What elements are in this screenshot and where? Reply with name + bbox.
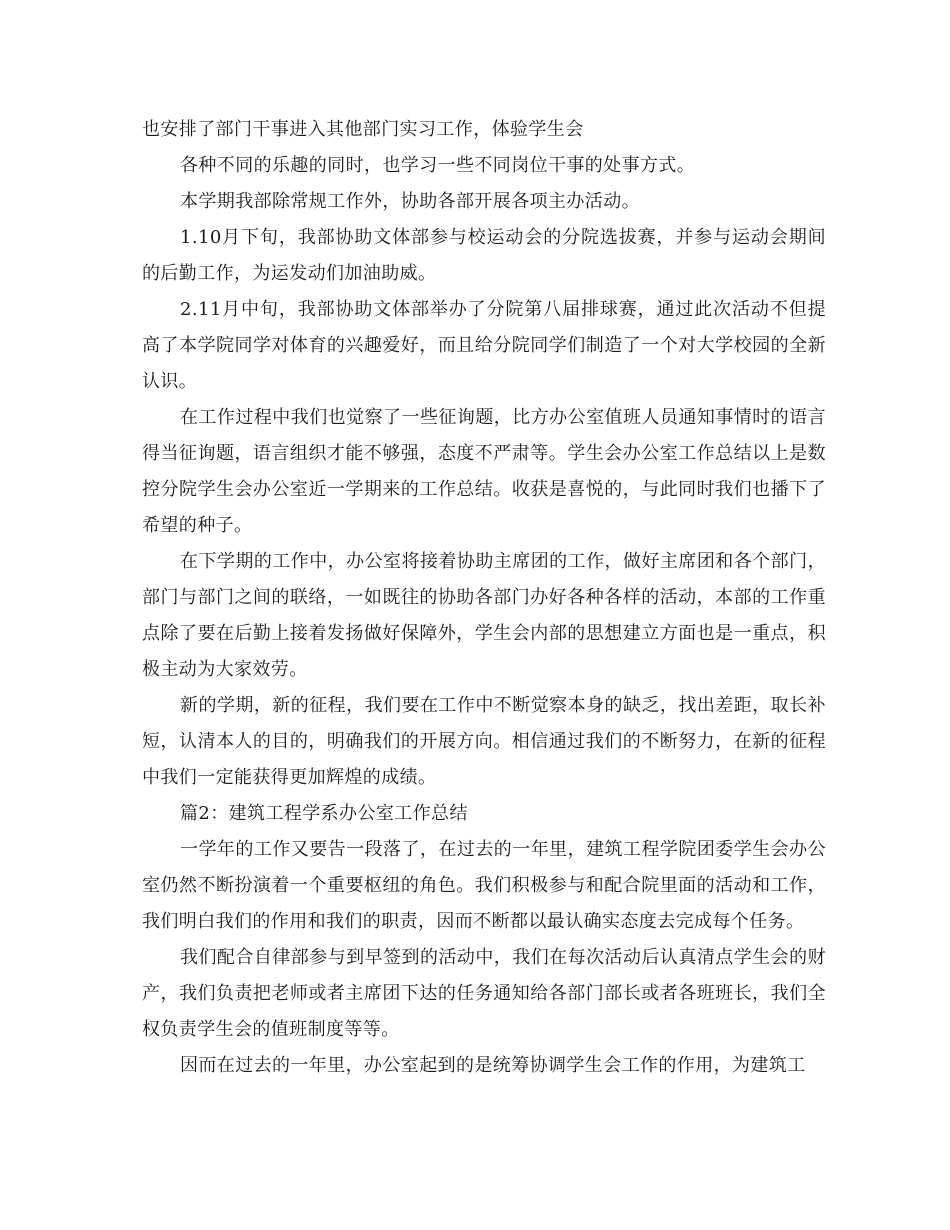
paragraph: 2.11月中旬，我部协助文体部举办了分院第八届排球赛，通过此次活动不但提高了本学院同学对体育的兴趣爱好，而且给分院同学们制造了一个对大学校园的全新认识。 xyxy=(142,299,826,392)
paragraph: 新的学期，新的征程，我们要在工作中不断觉察本身的缺乏，找出差距，取长补短，认清本人的目的，明确我们的开展方向。相信通过我们的不断努力，在新的征程中我们一定能获得更加辉煌的成绩。 xyxy=(142,695,826,788)
paragraph: 在下学期的工作中，办公室将接着协助主席团的工作，做好主席团和各个部门，部门与部门之间的联络，一如既往的协助各部门办好各种各样的活动，本部的工作重点除了要在后勤上接着发扬做好保障外，学生会内部的思想建立方面也是一重点，积极主动为大家效劳。 xyxy=(142,551,826,680)
paragraph: 在工作过程中我们也觉察了一些征询题，比方办公室值班人员通知事情时的语言得当征询题，语言组织才能不够强，态度不严肃等。学生会办公室工作总结以上是数控分院学生会办公室近一学期来的工作总结。收获是喜悦的，与此同时我们也播下了希望的种子。 xyxy=(142,407,826,536)
document-body xyxy=(142,112,826,1084)
paragraph: 各种不同的乐趣的同时，也学习一些不同岗位干事的处事方式。 xyxy=(180,155,696,176)
paragraph: 一学年的工作又要告一段落了，在过去的一年里，建筑工程学院团委学生会办公室仍然不断扮演着一个重要枢纽的角色。我们积极参与和配合院里面的活动和工作，我们明白我们的作用和我们的职责，因而不断都以最认确实态度去完成每个任务。 xyxy=(142,839,826,932)
paragraph: 我们配合自律部参与到早签到的活动中，我们在每次活动后认真清点学生会的财产，我们负责把老师或者主席团下达的任务通知给各部门部长或者各班班长，我们全权负责学生会的值班制度等等。 xyxy=(142,947,826,1040)
paragraph: 1.10月下旬，我部协助文体部参与校运动会的分院选拔赛，并参与运动会期间的后勤工作，为运发动们加油助威。 xyxy=(142,227,826,284)
paragraph: 本学期我部除常规工作外，协助各部开展各项主办活动。 xyxy=(180,191,640,212)
section-heading: 篇2：建筑工程学系办公室工作总结 xyxy=(180,803,468,824)
paragraph: 也安排了部门干事进入其他部门实习工作，体验学生会 xyxy=(142,119,584,140)
paragraph: 因而在过去的一年里，办公室起到的是统筹协调学生会工作的作用，为建筑工 xyxy=(180,1055,806,1076)
